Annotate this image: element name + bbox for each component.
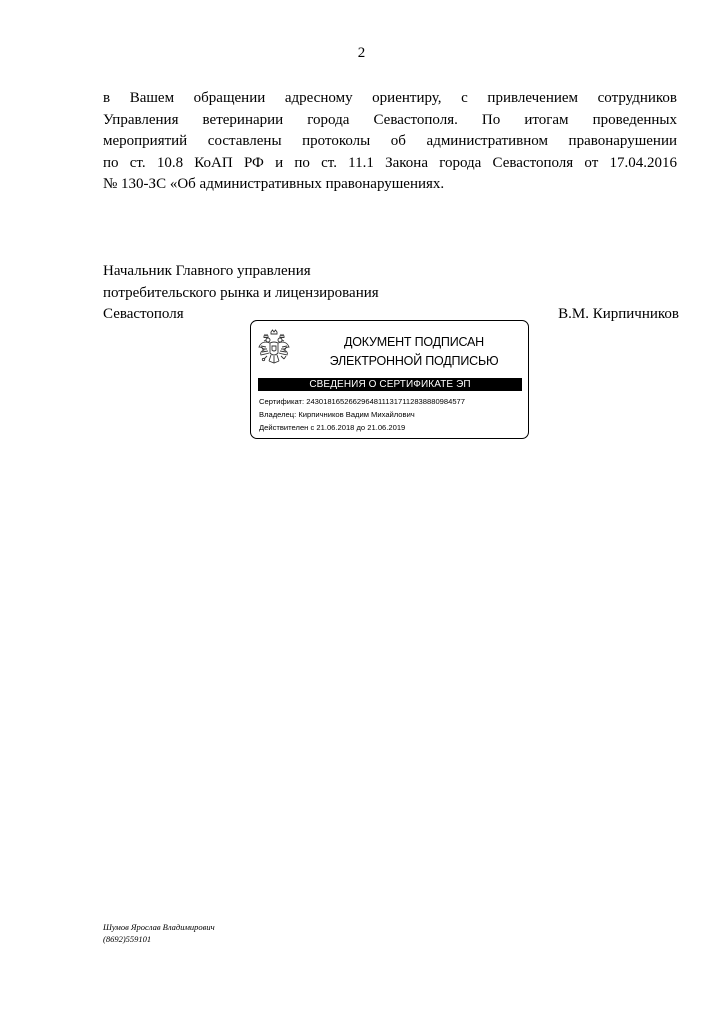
- body-line: по ст. 10.8 КоАП РФ и по ст. 11.1 Закона города Севастополя от 17.04.2016: [103, 154, 677, 171]
- russian-coat-of-arms-icon: [257, 329, 291, 367]
- letter-body-text: [103, 88, 677, 196]
- body-line: № 130-ЗС «Об административных правонарушениях.: [103, 176, 445, 192]
- executor-name: Шумов Ярослав Владимирович: [103, 922, 215, 932]
- body-line: Управления ветеринарии города Севастополя. По итогам проведенных: [103, 111, 677, 128]
- signatory-name: В.М. Кирпичников: [558, 306, 679, 322]
- executor-phone: (8692)559101: [103, 934, 152, 944]
- executor-footer: [103, 921, 215, 945]
- signatory-position-line: потребительского рынка и лицензирования: [103, 284, 379, 301]
- stamp-title-line: ДОКУМЕНТ ПОДПИСАН: [343, 335, 485, 349]
- certificate-number: Сертификат: 24301816526629648111317112838880984577: [259, 397, 466, 406]
- signatory-position-line: Севастополя: [103, 306, 184, 322]
- signature-block: [103, 261, 679, 326]
- body-line: в Вашем обращении адресному ориентиру, с привлечением сотрудников: [103, 90, 677, 106]
- stamp-title-line: ЭЛЕКТРОННОЙ ПОДПИСЬЮ: [329, 354, 499, 368]
- certificate-owner: Владелец: Кирпичников Вадим Михайлович: [259, 410, 415, 419]
- certificate-info-bar: СВЕДЕНИЯ О СЕРТИФИКАТЕ ЭП: [258, 378, 522, 391]
- signatory-position-line: Начальник Главного управления: [103, 263, 311, 279]
- electronic-signature-stamp: [250, 320, 529, 439]
- certificate-details: [259, 395, 465, 434]
- stamp-title: [309, 333, 519, 371]
- page-number: 2: [357, 45, 366, 61]
- body-line: мероприятий составлены протоколы об административном правонарушении: [103, 133, 677, 149]
- certificate-validity: Действителен с 21.06.2018 до 21.06.2019: [259, 423, 406, 432]
